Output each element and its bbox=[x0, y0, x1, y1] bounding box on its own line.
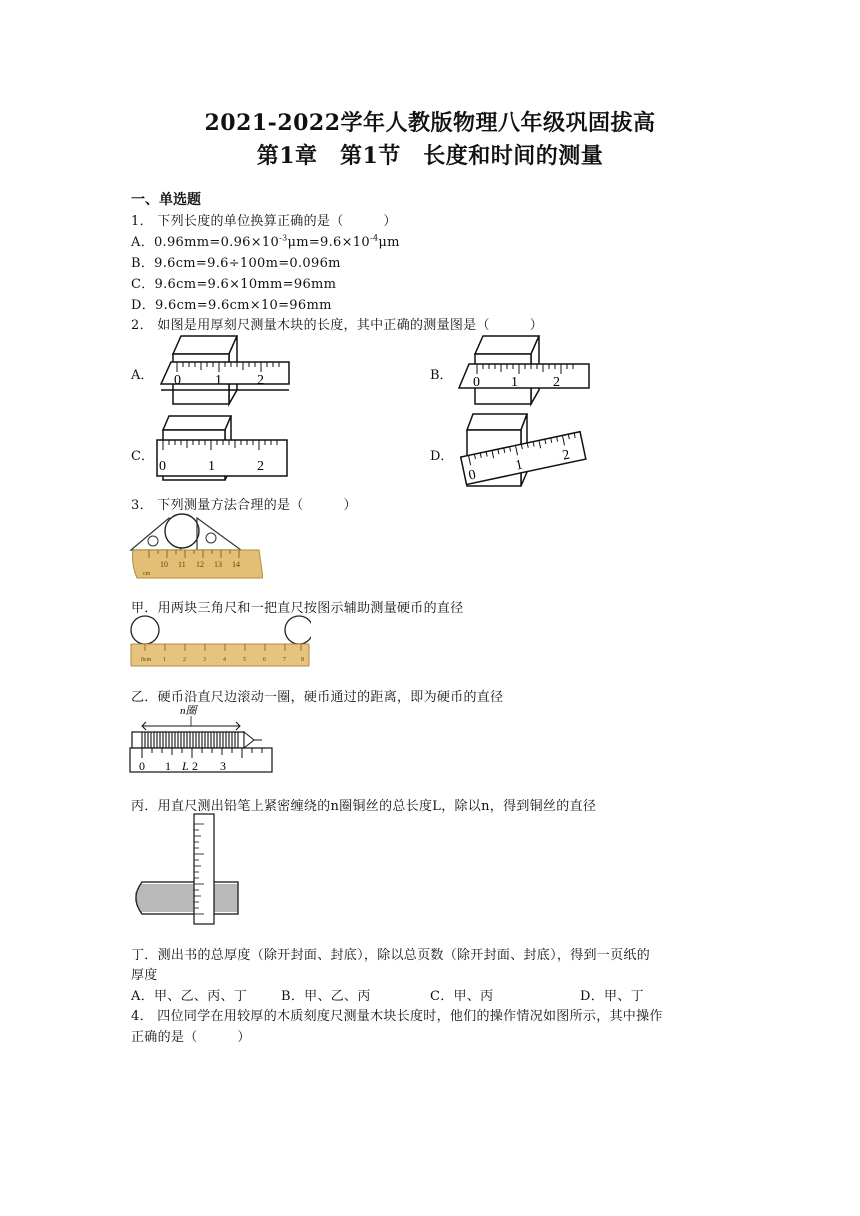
q2d-tick-0: 0 bbox=[467, 467, 478, 484]
q3-caption-bing: 丙．用直尺测出铅笔上紧密缠绕的n圈铜丝的总长度L，除以n，得到铜丝的直径 bbox=[131, 799, 597, 814]
section-heading: 一、单选题 bbox=[131, 192, 201, 208]
q3-fig2-tick-8: 8 bbox=[301, 657, 304, 663]
q3-fig2-tick-4: 4 bbox=[223, 657, 226, 663]
q4-stem-line1: 4． 四位同学在用较厚的木质刻度尺测量木块长度时，他们的操作情况如图所示，其中操作 bbox=[131, 1009, 663, 1024]
q3-option-a: A．甲、乙、丙、丁 bbox=[131, 989, 248, 1004]
q3-stem: 3． 下列测量方法合理的是（ ） bbox=[131, 498, 357, 513]
q3-figure-yi bbox=[129, 614, 311, 670]
q2-label-a: A． bbox=[131, 368, 154, 383]
q3-fig3-tick-3: 3 bbox=[220, 759, 226, 773]
q1-option-b: B．9.6cm=9.6÷100m=0.096m bbox=[131, 256, 341, 271]
q3-fig1-tick-13: 13 bbox=[214, 560, 222, 569]
q3-figure-jia bbox=[129, 512, 263, 582]
q4-stem-line2: 正确的是（ ） bbox=[131, 1030, 251, 1045]
q3-caption-ding-line2: 厚度 bbox=[131, 968, 158, 983]
q3-fig2-tick-7: 7 bbox=[283, 657, 286, 663]
q3-fig2-tick-1: 1 bbox=[163, 657, 166, 663]
q3-fig2-tick-0: 0cm bbox=[141, 657, 152, 663]
q1-option-a-mid: μm=9.6×10 bbox=[287, 235, 370, 250]
q2a-tick-0: 0 bbox=[174, 373, 181, 388]
q2b-tick-2: 2 bbox=[553, 375, 560, 390]
q3-fig3-tick-0: 0 bbox=[139, 759, 145, 773]
q3-caption-ding-line1: 丁．测出书的总厚度（除开封面、封底），除以总页数（除开封面、封底），得到一页纸的 bbox=[131, 948, 651, 963]
q3-fig2-tick-2: 2 bbox=[183, 657, 186, 663]
q3-fig3-tick-1: 1 bbox=[165, 759, 171, 773]
q3-fig2-tick-5: 5 bbox=[243, 657, 246, 663]
q1-option-c: C．9.6cm=9.6×10mm=96mm bbox=[131, 277, 337, 292]
page-title: 2021-2022学年人教版物理八年级巩固拔高 bbox=[204, 110, 656, 136]
q2-figure-a bbox=[155, 332, 290, 412]
q1-option-a bbox=[131, 231, 400, 250]
q1-option-a-exp2: -4 bbox=[369, 233, 379, 243]
q3-option-d: D．甲、丁 bbox=[580, 989, 644, 1004]
q3-fig1-tick-14: 14 bbox=[232, 560, 240, 569]
q3-fig1-tick-11: 11 bbox=[178, 560, 186, 569]
q3-option-b: B．甲、乙、丙 bbox=[281, 989, 371, 1004]
q2c-tick-2: 2 bbox=[257, 459, 264, 474]
q3-fig3-L-label: L bbox=[182, 759, 189, 773]
q3-caption-jia: 甲．用两块三角尺和一把直尺按图示辅助测量硬币的直径 bbox=[131, 601, 464, 616]
q2a-tick-2: 2 bbox=[257, 373, 264, 388]
q3-fig2-tick-6: 6 bbox=[263, 657, 266, 663]
q3-fig3-tick-2: 2 bbox=[192, 759, 198, 773]
q2b-tick-0: 0 bbox=[473, 375, 480, 390]
q2a-tick-1: 1 bbox=[215, 373, 222, 388]
q1-option-a-exp1: -3 bbox=[279, 233, 288, 243]
q2-label-c: C． bbox=[131, 449, 154, 464]
q3-caption-yi: 乙．硬币沿直尺边滚动一圈，硬币通过的距离，即为硬币的直径 bbox=[131, 690, 504, 705]
q2-label-d: D． bbox=[430, 449, 454, 464]
q1-option-d: D．9.6cm=9.6cm×10=96mm bbox=[131, 298, 332, 313]
q2-figure-b bbox=[455, 332, 590, 412]
q2c-tick-0: 0 bbox=[159, 459, 166, 474]
page-subtitle: 第1章 第1节 长度和时间的测量 bbox=[256, 143, 604, 169]
q3-figure-bing bbox=[128, 702, 276, 776]
q2b-tick-1: 1 bbox=[511, 375, 518, 390]
q3-figure-ding bbox=[128, 812, 240, 926]
q3-fig2-tick-3: 3 bbox=[203, 657, 206, 663]
q3-fig1-tick-10: 10 bbox=[160, 560, 168, 569]
q3-fig1-tick-12: 12 bbox=[196, 560, 204, 569]
q3-fig1-tick-unit: cm bbox=[143, 571, 151, 577]
q2-label-b: B． bbox=[430, 368, 453, 383]
q1-stem: 1． 下列长度的单位换算正确的是（ ） bbox=[131, 214, 397, 229]
q2-figure-c bbox=[155, 414, 290, 484]
q3-fig3-n-label: n圈 bbox=[180, 705, 197, 717]
q2-stem: 2． 如图是用厚刻尺测量木块的长度，其中正确的测量图是（ ） bbox=[131, 318, 544, 333]
q2c-tick-1: 1 bbox=[208, 459, 215, 474]
q1-option-a-prefix: A．0.96mm=0.96×10 bbox=[131, 235, 280, 250]
q2d-tick-1: 1 bbox=[514, 457, 525, 474]
q2d-tick-2: 2 bbox=[561, 447, 572, 464]
q1-option-a-suffix: μm bbox=[378, 235, 400, 250]
q3-option-c: C．甲、丙 bbox=[430, 989, 494, 1004]
q2-figure-d bbox=[455, 404, 590, 492]
